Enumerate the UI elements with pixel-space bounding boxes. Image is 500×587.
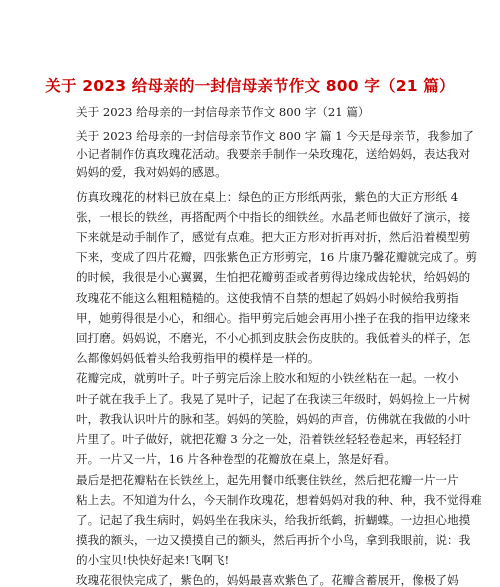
body-line: 关于 2023 给母亲的一封信母亲节作文 800 字 篇 1 今天是母亲节，我参加了 <box>76 129 474 143</box>
body-line: 摸我的额头，一边又摸摸自己的额头，然后再折个小鸟，拿到我眼前，说：我 <box>76 533 471 547</box>
body-line: 关于 2023 给母亲的一封信母亲节作文 800 字（21 篇） <box>76 105 370 119</box>
body-line: 的时候，我很是小心翼翼，生怕把花瓣剪歪或者剪得边缘成齿轮状，给妈妈的 <box>76 270 471 284</box>
body-line: 的小宝贝!快快好起来!飞啊飞! <box>76 553 230 567</box>
body-line: 叶子就在我手上了。我晃了晃叶子，记起了在我读三年级时，妈妈捡上一片树 <box>76 392 471 406</box>
body-line: 张，一根长的铁丝，再搭配两个中指长的细铁丝。水晶老师也做好了演示，接 <box>76 210 471 224</box>
body-line: 最后是把花瓣粘在长铁丝上，起先用餐巾纸裹住铁丝，然后把花瓣一片一片 <box>76 473 459 487</box>
body-line: 仿真玫瑰花的材料已放在桌上：绿色的正方形纸两张，紫色的大正方形纸 4 <box>76 190 459 204</box>
body-line: 了。记起了我生病时，妈妈坐在我床头，给我折纸鹤，折蝴蝶。一边担心地摸 <box>76 513 471 527</box>
body-line: 玫瑰花很快完成了，紫色的，妈妈最喜欢紫色了。花瓣含蓄展开，像极了妈 <box>76 573 459 587</box>
body-line: 妈妈的爱，我对妈妈的感恩。 <box>76 165 227 179</box>
document-title: 关于 2023 给母亲的一封信母亲节作文 800 字（21 篇） <box>45 77 455 95</box>
body-line: 开。一片又一片，16 片各种卷型的花瓣放在桌上，煞是好看。 <box>76 452 396 466</box>
body-line: 回打磨。妈妈说，不磨光，不小心抓到皮肤会伤皮肤的。我低着头的样子，怎 <box>76 331 471 345</box>
body-line: 甲，她剪得很是小心，和细心。指甲剪完后她会再用小挫子在我的指甲边缘来 <box>76 311 471 325</box>
body-line: 下来，变成了四片花瓣，四张紫色正方形剪完，16 片康乃馨花瓣就完成了。剪 <box>76 250 478 264</box>
body-line: 小记者制作仿真玫瑰花活动。我要亲手制作一朵玫瑰花，送给妈妈，表达我对 <box>76 147 471 161</box>
body-line: 片里了。叶子做好，就把花瓣 3 分之一处，沿着铁丝轻轻卷起来，再轻轻打 <box>76 432 462 446</box>
body-line: 玫瑰花不能这么粗粗糙糙的。这使我情不自禁的想起了妈妈小时候给我剪指 <box>76 291 459 305</box>
body-line: 么都像妈妈低着头给我剪指甲的模样是一样的。 <box>76 351 320 365</box>
body-line: 下来就是动手制作了，感觉有点难。把大正方形对折再对折，然后沿着模型剪 <box>76 230 471 244</box>
body-line: 叶，教我认识叶片的脉和茎。妈妈的笑脸，妈妈的声音，仿佛就在我做的小叶 <box>76 412 471 426</box>
body-line: 花瓣完成，就剪叶子。叶子剪完后涂上胶水和短的小铁丝粘在一起。一枚小 <box>76 371 459 385</box>
body-line: 粘上去。不知道为什么，今天制作玫瑰花，想着妈妈对我的种、种，我不觉得难 <box>76 493 482 507</box>
